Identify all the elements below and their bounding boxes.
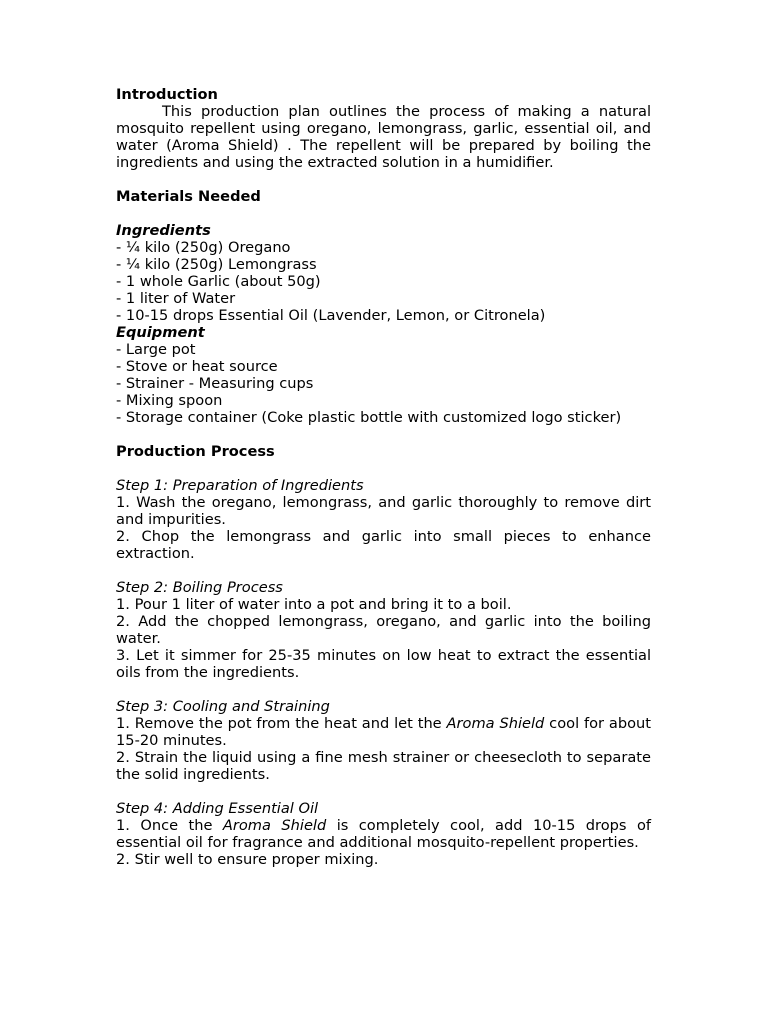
production-process-heading: Production Process — [116, 443, 275, 460]
document-page — [116, 86, 651, 868]
ingredient-item: - 1 whole Garlic (about 50g) — [116, 273, 321, 290]
equipment-heading: Equipment — [116, 324, 205, 341]
spacer — [116, 426, 651, 443]
step2-item: 1. Pour 1 liter of water into a pot and bring it to a boil. — [116, 596, 512, 613]
step4-item — [116, 817, 651, 851]
spacer — [116, 460, 651, 477]
equipment-item: - Mixing spoon — [116, 392, 223, 409]
introduction-paragraph — [116, 103, 651, 171]
step3-item-text: 1. Remove the pot from the heat and let the — [116, 715, 447, 732]
introduction-heading: Introduction — [116, 86, 218, 103]
equipment-item: - Stove or heat source — [116, 358, 278, 375]
step2-item: 3. Let it simmer for 25-35 minutes on low heat to extract the essential oils from the ingredients. — [116, 647, 651, 681]
spacer — [116, 783, 651, 800]
spacer — [116, 171, 651, 188]
step4-title: Step 4: Adding Essential Oil — [116, 800, 319, 817]
step1-title: Step 1: Preparation of Ingredients — [116, 477, 364, 494]
ingredient-item: - ¼ kilo (250g) Lemongrass — [116, 256, 317, 273]
ingredient-item: - 10-15 drops Essential Oil (Lavender, Lemon, or Citronela) — [116, 307, 546, 324]
step1-item: 1. Wash the oregano, lemongrass, and garlic thoroughly to remove dirt and impurities. — [116, 494, 651, 528]
step1-item: 2. Chop the lemongrass and garlic into small pieces to enhance extraction. — [116, 528, 651, 562]
equipment-item: - Strainer - Measuring cups — [116, 375, 314, 392]
step3-item: 2. Strain the liquid using a fine mesh strainer or cheesecloth to separate the solid ingredients. — [116, 749, 651, 783]
equipment-item: - Large pot — [116, 341, 196, 358]
spacer — [116, 562, 651, 579]
step2-title: Step 2: Boiling Process — [116, 579, 283, 596]
product-name: Aroma Shield — [446, 715, 545, 732]
materials-heading: Materials Needed — [116, 188, 261, 205]
spacer — [116, 205, 651, 222]
ingredients-heading: Ingredients — [116, 222, 211, 239]
step3-item-text: cool for about 15-20 minutes. — [116, 715, 652, 749]
equipment-list — [116, 341, 651, 426]
ingredient-item: - 1 liter of Water — [116, 290, 236, 307]
equipment-item: - Storage container (Coke plastic bottle with customized logo sticker) — [116, 409, 622, 426]
spacer — [116, 681, 651, 698]
introduction-text: This production plan outlines the process of making a natural mosquito repellent using oregano, lemongrass, garlic, essential oil, and water (Aroma Shield) . The repellent will be prepared by boiling the ingredients and using the extracted solution in a humidifier. — [116, 103, 651, 171]
step4-item-text: 1. Once the — [116, 817, 223, 834]
step4-item-text: is completely cool, add 10-15 drops of essential oil for fragrance and additional mosquito-repellent properties. — [116, 817, 652, 851]
step4-item: 2. Stir well to ensure proper mixing. — [116, 851, 379, 868]
ingredient-item: - ¼ kilo (250g) Oregano — [116, 239, 291, 256]
step3-title: Step 3: Cooling and Straining — [116, 698, 330, 715]
step2-item: 2. Add the chopped lemongrass, oregano, and garlic into the boiling water. — [116, 613, 651, 647]
product-name: Aroma Shield — [222, 817, 327, 834]
ingredients-list — [116, 239, 651, 324]
step3-item — [116, 715, 651, 749]
